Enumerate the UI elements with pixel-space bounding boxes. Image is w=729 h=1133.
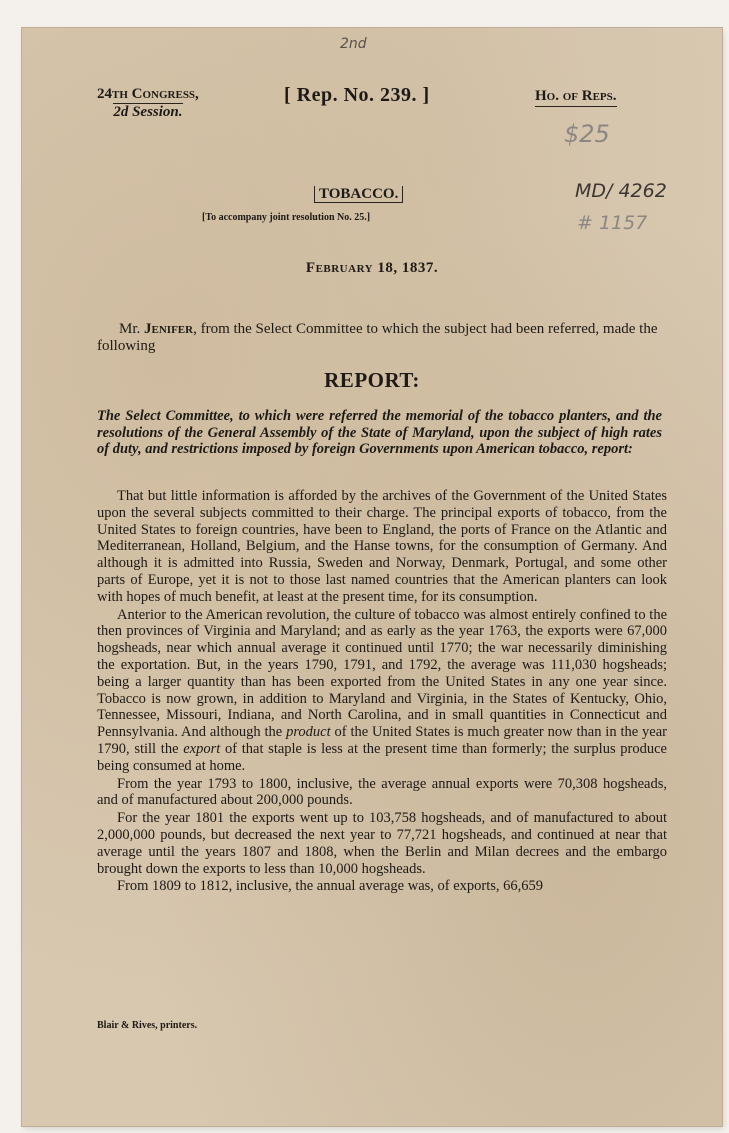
title-text: TOBACCO. [314,186,403,203]
report-heading: REPORT: [324,368,420,392]
paragraph-2-product: product [286,724,331,741]
paragraph-2-part-a: Anterior to the American revolution, the culture of tobacco was almost entirely confined to the then provinces of Virginia and Maryland; and as early as the year 1763, the exports were 67,000 hogsheads, near which annual average it continued until 1770; the war necessarily diminishing the exportation. But, in the years 1790, 1791, and 1792, the average was 111,030 hogsheads; being a larger quantity than has been exported from the United States in any one year since. Tobacco is now grown, in addition to Maryland and Virginia, in the States of Kentucky, Ohio, Tennessee, Missouri, Indiana, and North Carolina, and in small quantities in Connecticut and Pennsylvania. And although the [97,606,667,741]
paragraph-2-export: export [183,740,221,757]
congress-session-header [97,86,199,121]
intro-paragraph [97,321,662,355]
paragraph-2 [97,607,667,775]
document-title [314,186,403,203]
paragraph-2-part-c: of that staple is less at the present time than formerly; the surplus produce being consumed at home. [97,740,667,774]
printer-imprint: Blair & Rives, printers. [97,1020,198,1031]
report-summary: The Select Committee, to which were referred the memorial of the tobacco planters, and the resolutions of the General Assembly of the State of Maryland, upon the subject of high rates of duty, and restrictions imposed by foreign Governments upon American tobacco, report: [97,408,662,457]
document-date: February 18, 1837. [305,260,439,276]
intro-text: , from the Select Committee to which the subject had been referred, made the following [97,321,658,354]
house-label: Ho. of Reps. [535,88,617,107]
handwritten-catalog: MD/ 4262 [575,180,667,202]
paragraph-5: From 1809 to 1812, inclusive, the annual average was, of exports, 66,659 [117,878,544,895]
document-page [22,28,722,1126]
handwritten-number: # 1157 [577,212,648,234]
session-label: 2d Session. [113,104,183,120]
report-body [97,488,667,895]
handwritten-note-top: 2nd [340,36,367,52]
intro-prefix: Mr. [119,321,145,337]
paragraph-2-part-b: of the United States is much greater now than in the year 1790, still the [97,724,667,757]
paragraph-1: That but little information is afforded by the archives of the Government of the United States upon the several subjects committed to their charge. The principal exports of tobacco, from the United States to foreign countries, have been to England, the ports of France on the Atlantic and Mediterranean, Holland, Belgium, and the Hanse towns, for the consumption of Germany. And although it is admitted into Russia, Sweden and Norway, Denmark, Portugal, and some other parts of Europe, yet it is not to those last named countries that the American planters can look with hopes of much benefit, at least at the present time, for its consumption. [97,488,667,605]
document-subtitle: [To accompany joint resolution No. 25.] [202,212,371,223]
report-number: [ Rep. No. 239. ] [284,84,430,106]
paragraph-3: From the year 1793 to 1800, inclusive, the average annual exports were 70,308 hogsheads, and of manufactured about 200,000 pounds. [97,775,667,809]
congress-label: 24th Congress, [97,86,199,102]
paragraph-4: For the year 1801 the exports went up to 103,758 hogsheads, and of manufactured to about 2,000,000 pounds, but decreased the next year to 77,721 hogsheads, and continued at near that average until the years 1807 and 1808, when the Berlin and Milan decrees and the embargo brought down the exports to less than 10,000 hogsheads. [97,810,667,877]
member-name: Jenifer [144,321,194,337]
handwritten-price: $25 [564,120,610,148]
